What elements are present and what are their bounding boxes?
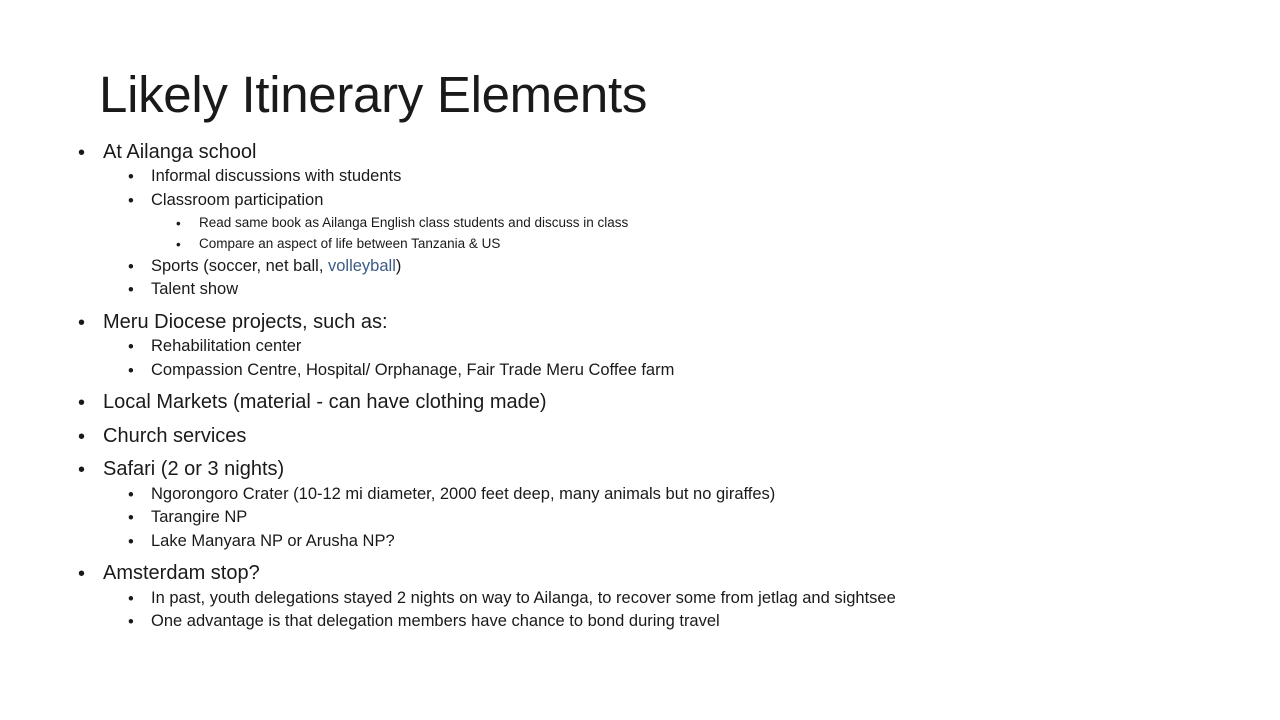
bullet-icon: • bbox=[128, 590, 134, 608]
subitem-talent: Talent show bbox=[151, 280, 239, 298]
subitem-ngorongoro: Ngorongoro Crater (10-12 mi diameter, 2000 feet deep, many animals but no giraffes) bbox=[151, 485, 776, 503]
bullet-icon: • bbox=[78, 392, 86, 414]
bullet-icon: • bbox=[128, 258, 134, 276]
bullet-icon: • bbox=[78, 426, 86, 448]
bullet-icon: • bbox=[78, 459, 86, 481]
sports-prefix: Sports (soccer, net ball, bbox=[151, 257, 328, 275]
subitem-rehab: Rehabilitation center bbox=[151, 337, 302, 355]
bullet-icon: • bbox=[128, 509, 134, 527]
bullet-icon: • bbox=[78, 563, 86, 585]
bullet-icon: • bbox=[128, 613, 134, 631]
subitem-manyara: Lake Manyara NP or Arusha NP? bbox=[151, 532, 395, 550]
bullet-icon: • bbox=[78, 142, 86, 164]
bullet-icon: • bbox=[128, 362, 134, 380]
subitem-compassion: Compassion Centre, Hospital/ Orphanage, Fair Trade Meru Coffee farm bbox=[151, 361, 675, 379]
item-ailanga: At Ailanga school bbox=[103, 141, 257, 163]
subsubitem-read: Read same book as Ailanga English class students and discuss in class bbox=[199, 215, 629, 230]
bullet-icon: • bbox=[176, 216, 181, 231]
bullet-icon: • bbox=[128, 192, 134, 210]
item-amsterdam: Amsterdam stop? bbox=[103, 562, 260, 584]
subitem-informal: Informal discussions with students bbox=[151, 167, 402, 185]
sports-suffix: ) bbox=[395, 257, 402, 275]
bullet-icon: • bbox=[176, 237, 181, 252]
subitem-past: In past, youth delegations stayed 2 nights on way to Ailanga, to recover some from jetlag and sightsee bbox=[151, 589, 896, 607]
slide-title: Likely Itinerary Elements bbox=[99, 66, 648, 123]
bullet-icon: • bbox=[128, 281, 134, 299]
item-markets: Local Markets (material - can have clothing made) bbox=[103, 391, 547, 413]
item-safari: Safari (2 or 3 nights) bbox=[103, 458, 285, 480]
subitem-classroom: Classroom participation bbox=[151, 191, 324, 209]
subitem-tarangire: Tarangire NP bbox=[151, 508, 248, 526]
volleyball-link[interactable]: volleyball bbox=[328, 257, 396, 275]
subitem-advantage: One advantage is that delegation members have chance to bond during travel bbox=[151, 612, 720, 630]
bullet-icon: • bbox=[78, 312, 86, 334]
bullet-icon: • bbox=[128, 533, 134, 551]
bullet-icon: • bbox=[128, 168, 134, 186]
item-church: Church services bbox=[103, 425, 247, 447]
subitem-sports bbox=[151, 258, 401, 275]
subsubitem-compare: Compare an aspect of life between Tanzania & US bbox=[199, 236, 501, 251]
bullet-icon: • bbox=[128, 338, 134, 356]
item-meru: Meru Diocese projects, such as: bbox=[103, 311, 388, 333]
bullet-icon: • bbox=[128, 486, 134, 504]
